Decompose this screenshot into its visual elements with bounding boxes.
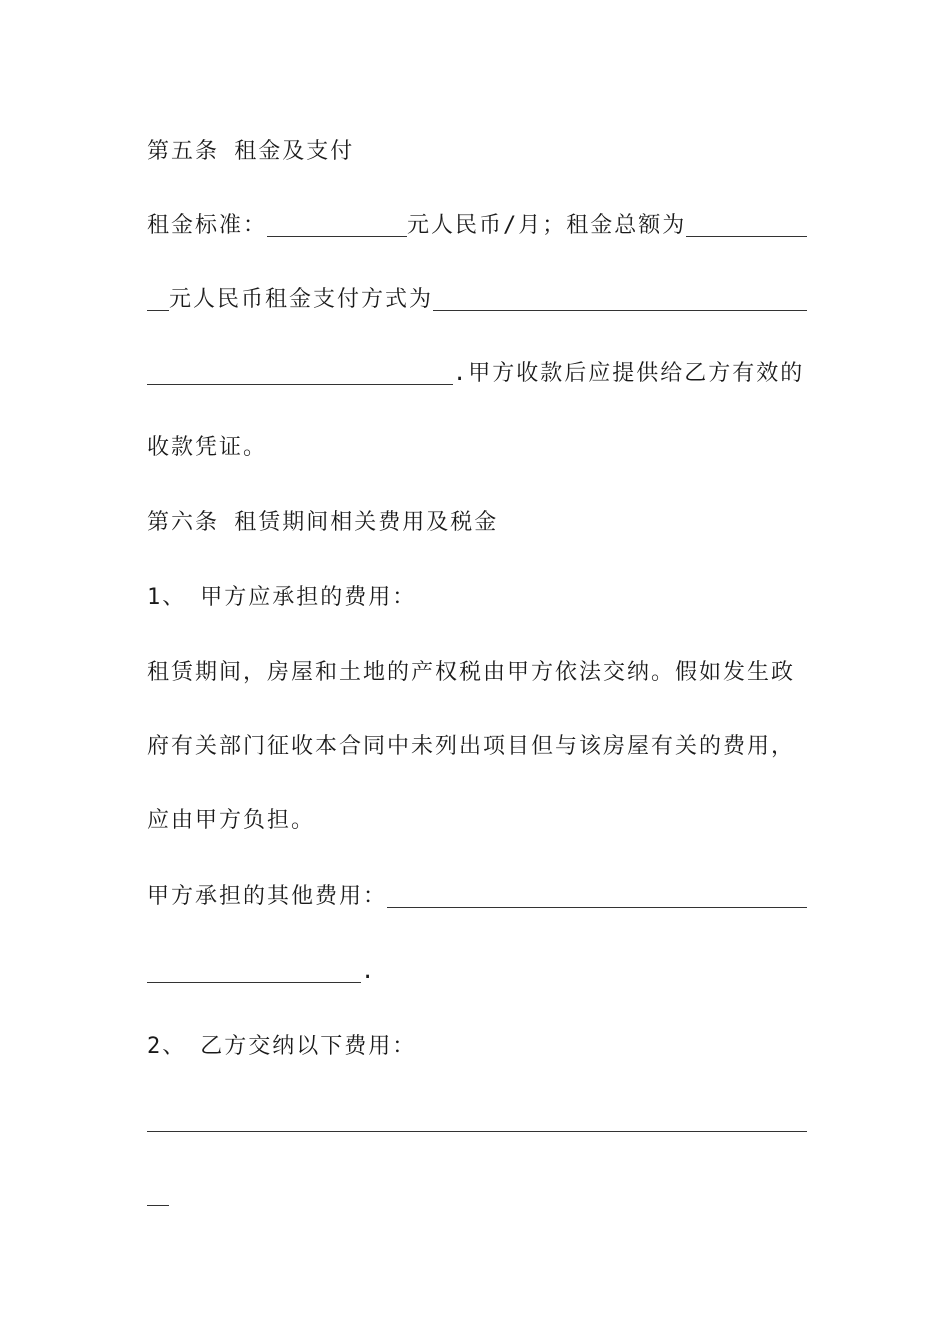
rent-unit-text: 元人民币/月；租金总额为	[407, 213, 687, 238]
item1-line	[147, 581, 807, 615]
payment-method-blank-cont[interactable]	[147, 358, 453, 385]
other-fees-cont-line	[147, 955, 807, 989]
rent-standard-line	[147, 209, 807, 243]
item2-line	[147, 1030, 807, 1064]
other-fees-blank[interactable]	[387, 881, 807, 908]
item1-para-line3	[147, 804, 807, 838]
item2-number: 2、	[147, 1034, 187, 1059]
article6-heading	[147, 506, 807, 540]
article5-heading-text: 第五条 租金及支付	[147, 139, 355, 164]
item1-para-text1: 租赁期间，房屋和土地的产权税由甲方依法交纳。假如发生政	[147, 660, 796, 685]
total-unit-text: 元人民币租金支付方式为	[169, 287, 434, 312]
rent-standard-label: 租金标准：	[147, 213, 268, 238]
item1-para-text2: 府有关部门征收本合同中未列出项目但与该房屋有关的费用，	[147, 734, 796, 759]
item2-fees-blank[interactable]	[147, 1105, 807, 1132]
item1-para-line1	[147, 656, 807, 690]
receipt-end-text: 收款凭证。	[147, 435, 268, 460]
other-fees-end: .	[361, 959, 377, 984]
receipt-end-line	[147, 431, 807, 465]
payment-method-blank[interactable]	[433, 284, 807, 311]
receipt-line	[147, 357, 807, 391]
receipt-text: .甲方收款后应提供给乙方有效的	[453, 361, 805, 386]
item2-blank-cont-line	[147, 1178, 807, 1212]
other-fees-line	[147, 880, 807, 914]
item2-blank-line	[147, 1104, 807, 1138]
rent-total-line	[147, 283, 807, 317]
rent-total-blank-cont[interactable]	[147, 284, 169, 311]
item2-fees-blank-cont[interactable]	[147, 1179, 169, 1206]
item1-number: 1、	[147, 585, 187, 610]
item1-para-text3: 应由甲方负担。	[147, 808, 316, 833]
other-fees-label: 甲方承担的其他费用：	[147, 884, 388, 909]
item1-title: 甲方应承担的费用：	[200, 585, 417, 610]
rent-amount-blank[interactable]	[267, 210, 407, 237]
rent-total-blank[interactable]	[686, 210, 807, 237]
article6-heading-text: 第六条 租赁期间相关费用及税金	[147, 510, 499, 535]
item1-para-line2	[147, 730, 807, 764]
item2-title: 乙方交纳以下费用：	[200, 1034, 417, 1059]
article5-heading	[147, 135, 807, 169]
other-fees-blank-cont[interactable]	[147, 956, 361, 983]
